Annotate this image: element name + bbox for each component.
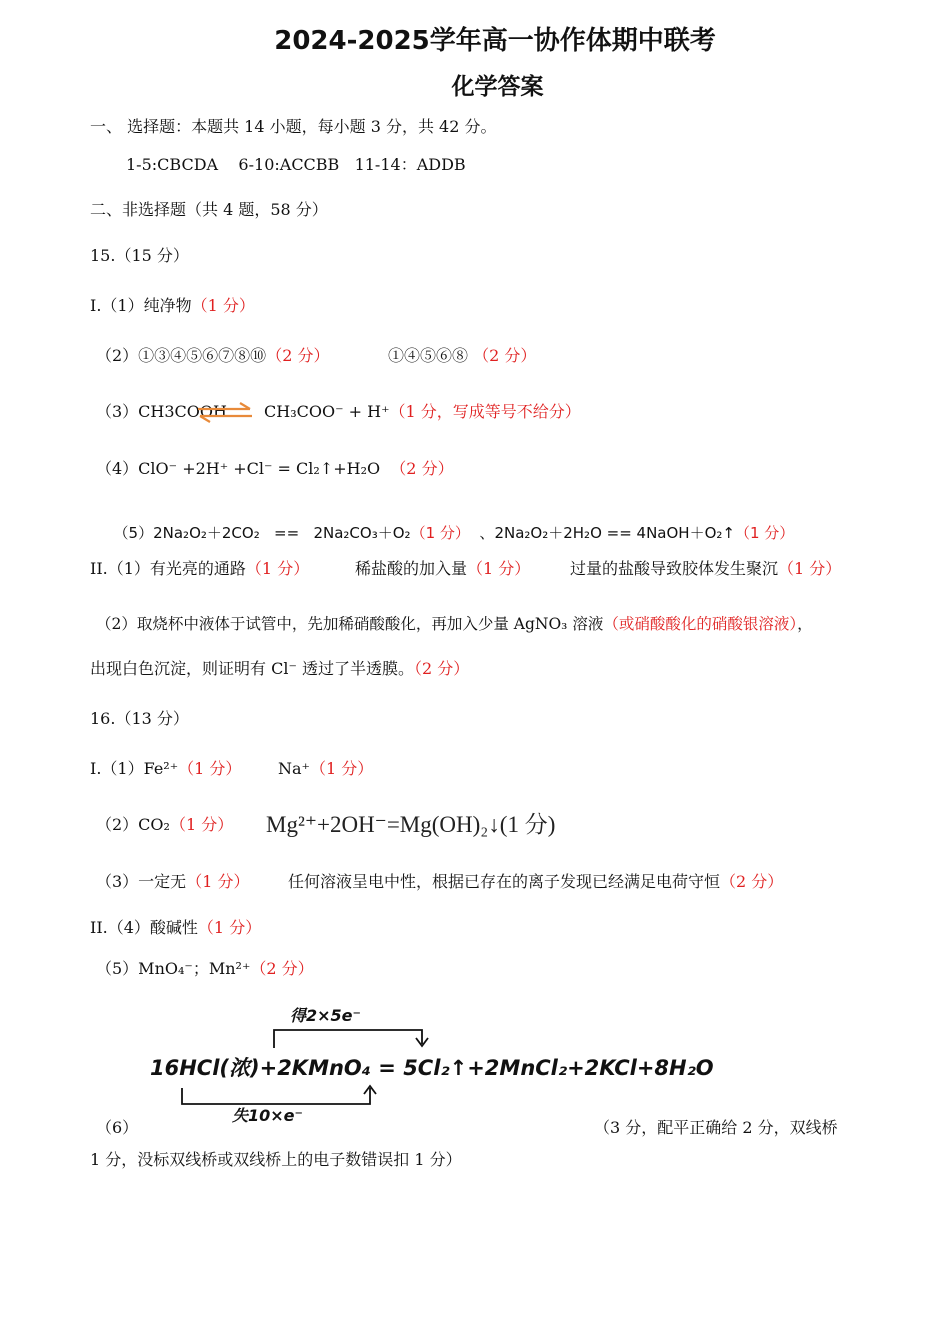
q15-i4	[96, 461, 454, 477]
q15-ii1-text: II.（1）有光亮的通路	[90, 559, 246, 578]
q16-i3-score: （1 分）	[186, 872, 250, 891]
q16-i1-score: （1 分）	[178, 759, 242, 778]
q15-i5-eq2: 2Na₂O₂＋2H₂O == 4NaOH＋O₂↑	[494, 524, 735, 542]
q16-heading: 16.（13 分）	[90, 709, 189, 728]
q16-ii5-score: （2 分）	[250, 959, 314, 978]
q16-i2-text: （2）CO₂	[96, 815, 170, 834]
q15-ii2-line2-text: 出现白色沉淀，则证明有 Cl⁻ 透过了半透膜。	[90, 659, 414, 678]
page-subtitle: 化学答案	[451, 74, 544, 100]
q15-ii1b	[355, 561, 530, 577]
q15-ii1-score2: （1 分）	[467, 559, 531, 578]
q15-i3-products: CH₃COO⁻ + H⁺	[264, 402, 390, 421]
q16-i1	[90, 761, 241, 777]
q15-i5-eq1: 2Na₂O₂＋2CO₂ == 2Na₂CO₃＋O₂	[153, 524, 411, 542]
q16-i1-score2: （1 分）	[309, 759, 374, 778]
q16-q6-note-line1: （3 分，配平正确给 2 分，双线桥	[594, 1118, 838, 1137]
q15-ii1c	[570, 561, 841, 577]
page-title: 2024-2025学年高一协作体期中联考	[274, 26, 716, 56]
q15-ii1	[90, 561, 309, 577]
q16-ii5	[96, 961, 314, 977]
handwritten-redox-figure	[140, 1000, 714, 1130]
q15-i5-score1: （1 分）	[410, 524, 470, 542]
q15-i2-text: （2）①③④⑤⑥⑦⑧⑩	[96, 346, 267, 365]
q16-i2-equation: Mg²⁺+2OH⁻=Mg(OH)₂↓(1 分)	[266, 812, 556, 837]
q15-i4-text: （4）ClO⁻ +2H⁺ +Cl⁻ = Cl₂↑+H₂O	[96, 459, 381, 478]
q15-heading: 15.（15 分）	[90, 246, 189, 265]
q15-i2-score2: （2 分）	[473, 346, 537, 365]
q15-ii1-text3: 过量的盐酸导致胶体发生聚沉	[570, 559, 779, 578]
q16-i3-text2: 任何溶液呈电中性，根据已存在的离子发现已经满足电荷守恒	[288, 872, 721, 891]
hand-equation: 16HCl(浓)+2KMnO₄ = 5Cl₂↑+2MnCl₂+2KCl+8H₂O	[150, 1056, 714, 1080]
q15-i2	[96, 348, 329, 364]
q15-i3-score: （1 分，写成等号不给分）	[389, 402, 581, 421]
q16-i3-text: （3）一定无	[96, 872, 187, 891]
q15-i5-score2: （1 分）	[734, 524, 795, 542]
q16-i3	[96, 874, 249, 890]
q15-ii1-text2: 稀盐酸的加入量	[355, 559, 468, 578]
q16-i2-score: （1 分）	[169, 815, 234, 834]
q15-i1-text: I.（1）纯净物	[90, 296, 192, 315]
q15-i1	[90, 298, 255, 314]
q15-ii2	[96, 617, 813, 633]
q16-i3-score2: （2 分）	[720, 872, 784, 891]
part1-answers: 1-5:CBCDA 6-10:ACCBB 11-14：ADDB	[126, 155, 466, 174]
q16-ii4-text: II.（4）酸碱性	[90, 918, 198, 937]
q15-i2-score: （2 分）	[266, 346, 330, 365]
q15-i5-prefix: （5）	[113, 524, 154, 542]
q15-i5-sep: 、	[479, 524, 495, 542]
q16-ii5-text: （5）MnO₄⁻；Mn²⁺	[96, 959, 251, 978]
q16-i1-text2: Na⁺	[278, 759, 310, 778]
q16-q6-note-line2: 1 分，没标双线桥或双线桥上的电子数错误扣 1 分）	[90, 1150, 462, 1169]
q15-i2-text2: ①④⑤⑥⑧	[388, 346, 469, 365]
q15-i1-score: （1 分）	[191, 296, 255, 315]
reversible-arrow-icon	[196, 401, 254, 423]
q15-ii2-score: （2 分）	[413, 659, 470, 678]
q16-ii4	[90, 920, 261, 936]
hand-gain-label: 得2×5e⁻	[290, 1006, 361, 1025]
q15-i2b	[388, 348, 536, 364]
q15-i5	[104, 511, 794, 541]
q15-i4-score: （2 分）	[390, 459, 454, 478]
q15-i3-right	[264, 404, 581, 420]
q15-ii2-end: ，	[797, 615, 813, 633]
q16-ii4-score: （1 分）	[197, 918, 262, 937]
part1-heading: 一、 选择题：本题共 14 小题，每小题 3 分，共 42 分。	[90, 117, 497, 136]
q16-i2	[96, 817, 233, 833]
hand-loss-label: 失10×e⁻	[232, 1106, 303, 1125]
q15-ii2-red: （或硝酸酸化的硝酸银溶液）	[603, 615, 798, 633]
q15-ii1-score: （1 分）	[245, 559, 310, 578]
q15-ii2-line2	[90, 661, 469, 677]
q16-i1b	[278, 761, 373, 777]
q16-q6-label: （6）	[96, 1118, 139, 1137]
q16-i1-text: I.（1）Fe²⁺	[90, 759, 179, 778]
part2-heading: 二、非选择题（共 4 题，58 分）	[90, 200, 328, 219]
q15-ii2-text: （2）取烧杯中液体于试管中，先加稀硝酸酸化，再加入少量 AgNO₃ 溶液	[96, 615, 604, 633]
q15-i3-left: （3）CH3COOH	[96, 402, 227, 421]
q16-i3b	[288, 874, 783, 890]
q15-ii1-score3: （1 分）	[778, 559, 842, 578]
